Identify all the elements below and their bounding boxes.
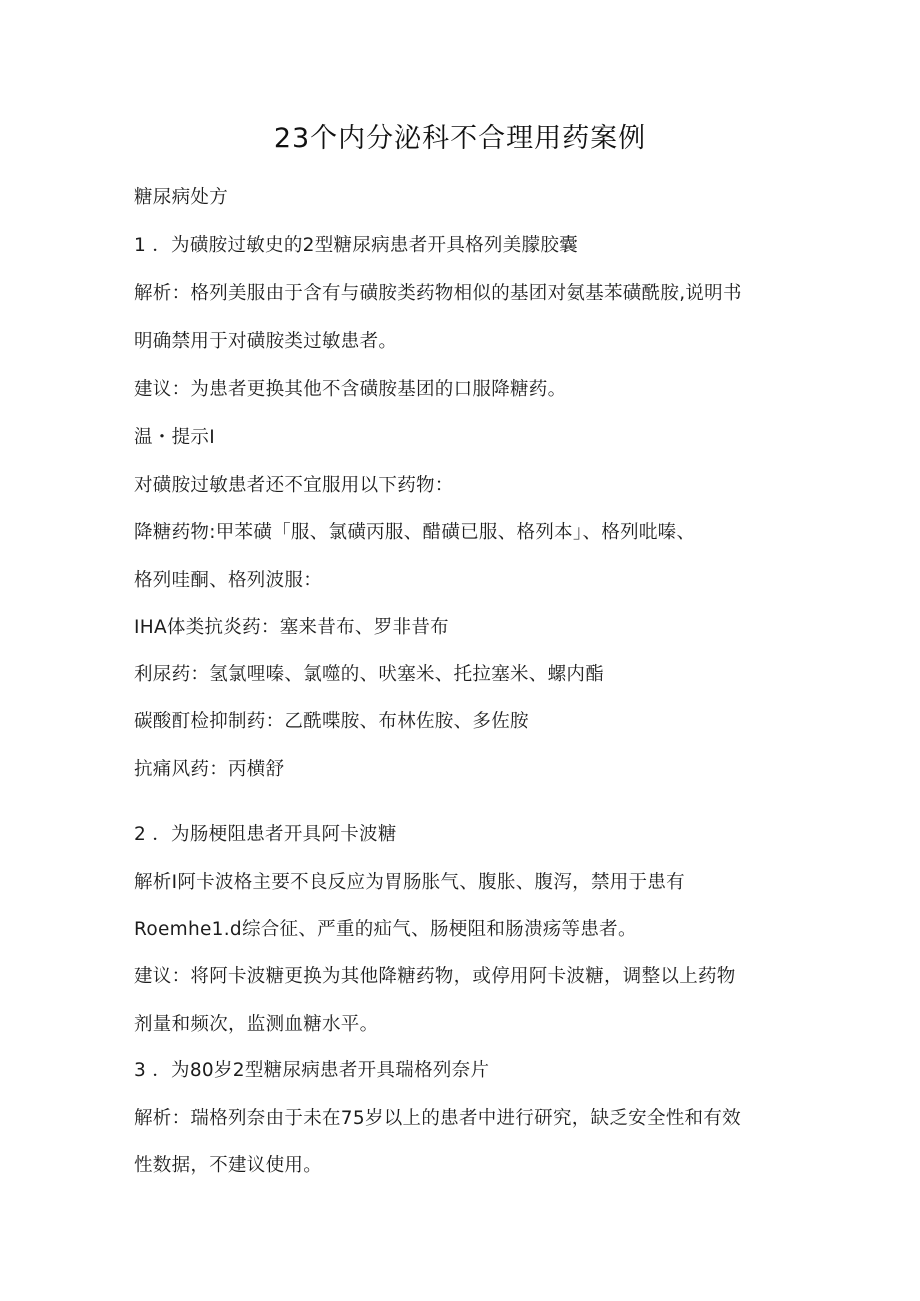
case2-analysis-line2: Roemhe1.d综合征、严重的疝气、肠梗阻和肠溃疡等患者。: [134, 919, 637, 940]
case1-tip-intro: 对磺胺过敏患者还不宜服用以下药物：: [134, 475, 454, 496]
case2-analysis-line1: 解析I阿卡波格主要不良反应为胃肠胀气、腹胀、腹泻，禁用于患有: [134, 872, 685, 893]
case3-heading: 3 ．为80岁2型糖尿病患者开具瑞格列奈片: [134, 1060, 490, 1081]
case1-suggestion: 建议：为患者更换其他不含磺胺基团的口服降糖药。: [134, 379, 567, 400]
case1-tip-line6: 抗痛风药：丙横舒: [134, 759, 285, 780]
case1-analysis-line1: 解析：格列美服由于含有与磺胺类药物相似的基团对氨基苯磺酰胺,说明书: [134, 283, 742, 304]
document-title: 23个内分泌科不合理用药案例: [273, 123, 647, 154]
case3-analysis-line2: 性数据，不建议使用。: [134, 1155, 323, 1176]
case3-analysis-line1: 解析：瑞格列奈由于未在75岁以上的患者中进行研究，缺乏安全性和有效: [134, 1108, 741, 1129]
case2-heading: 2 ．为肠梗阻患者开具阿卡波糖: [134, 824, 397, 845]
case1-tip-line5: 碳酸酊检抑制药：乙酰喋胺、布林佐胺、多佐胺: [134, 711, 529, 732]
case1-tip-title: 温・提示I: [134, 427, 215, 448]
case2-suggestion-line1: 建议：将阿卡波糖更换为其他降糖药物，或停用阿卡波糖，调整以上药物: [134, 966, 736, 987]
case1-tip-line3: IHA体类抗炎药：塞来昔布、罗非昔布: [134, 617, 449, 638]
case1-heading: 1 ．为磺胺过敏史的2型糖尿病患者开具格列美朦胶囊: [134, 235, 578, 256]
case2-suggestion-line2: 剂量和频次，监测血糖水平。: [134, 1014, 379, 1035]
case1-tip-line1: 降糖药物:甲苯磺「服、氯磺丙服、醋磺已服、格列本」、格列吡嗪、: [134, 522, 696, 543]
section-heading: 糖尿病处方: [134, 187, 229, 208]
case1-tip-line4: 利尿药：氢氯哩嗪、氯噬的、吠塞米、托拉塞米、螺内酯: [134, 664, 605, 685]
case1-analysis-line2: 明确禁用于对磺胺类过敏患者。: [134, 331, 398, 352]
case1-tip-line2: 格列哇酮、格列波服：: [134, 570, 323, 591]
